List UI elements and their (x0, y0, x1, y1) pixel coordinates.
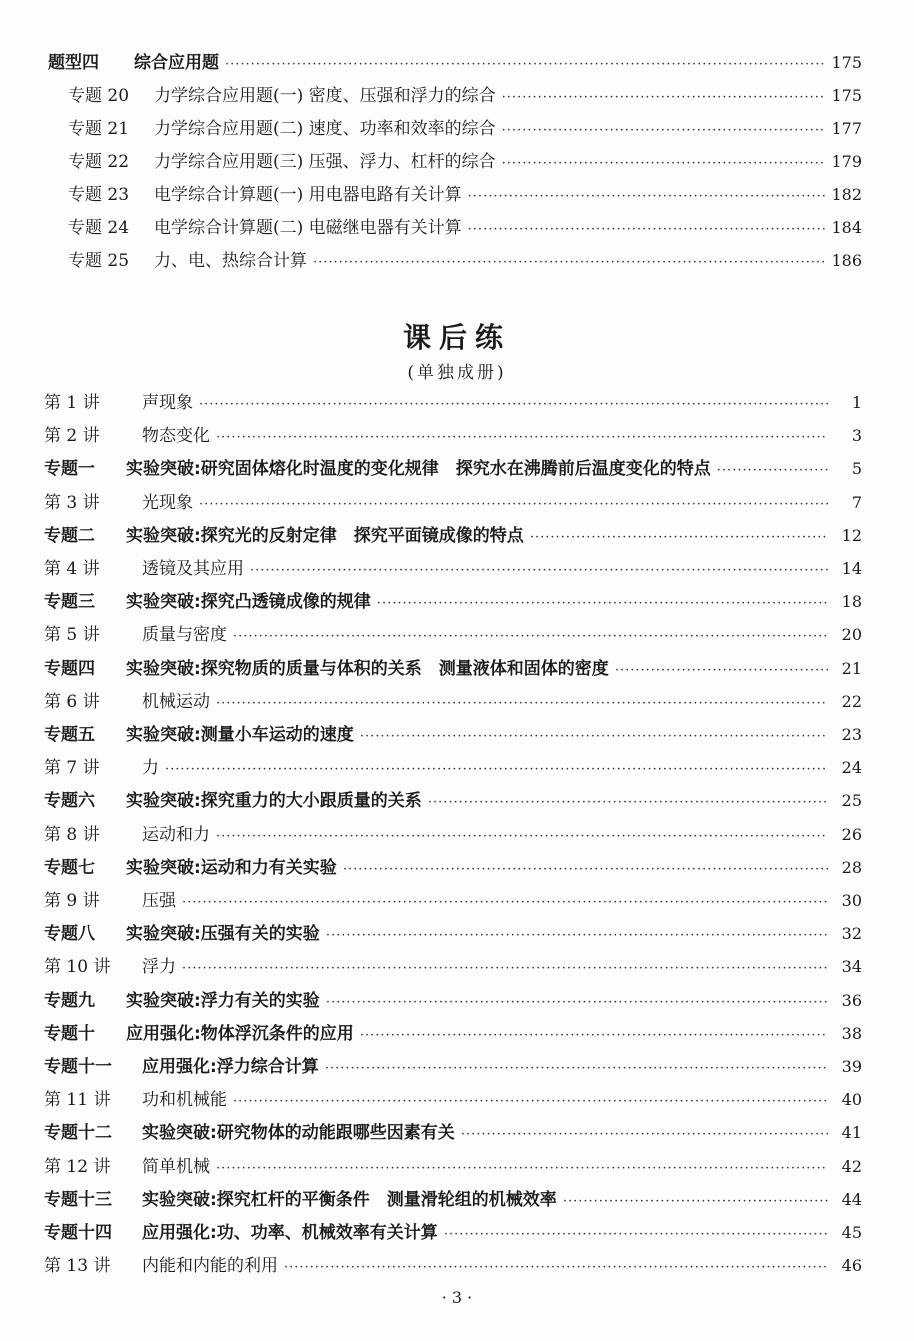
leader-dots (199, 494, 828, 516)
leader-dots (717, 460, 828, 482)
entry-title: 实验突破:探究光的反射定律 探究平面镜成像的特点 (126, 525, 524, 546)
leader-dots (360, 726, 828, 748)
entry-title: 实验突破:探究杠杆的平衡条件 测量滑轮组的机械效率 (142, 1189, 557, 1210)
entry-title: 实验突破:探究重力的大小跟质量的关系 (126, 791, 422, 812)
toc-lecture-entry[interactable] (44, 691, 862, 715)
entry-page-number: 14 (841, 559, 862, 578)
entry-page-number: 7 (851, 492, 862, 512)
toc-topic-entry[interactable] (44, 458, 862, 482)
toc-lecture-entry[interactable] (44, 558, 862, 582)
entry-title: 实验突破:研究固体熔化时温度的变化规律 探究水在沸腾前后温度变化的特点 (126, 459, 711, 480)
toc-item[interactable] (68, 85, 862, 109)
entry-title: 实验突破:研究物体的动能跟哪些因素有关 (142, 1123, 455, 1144)
entry-label: 第 2 讲 (44, 426, 100, 447)
entry-label: 第 11 讲 (44, 1090, 111, 1111)
leader-dots (233, 626, 828, 648)
entry-label: 第 9 讲 (44, 891, 100, 911)
page-number: · 3 · (441, 1288, 473, 1307)
entry-page-number: 36 (841, 990, 862, 1010)
entry-title: 运动和力 (142, 824, 210, 845)
entry-page-number: 5 (851, 459, 862, 479)
leader-dots (468, 219, 826, 241)
entry-page-number: 39 (841, 1057, 862, 1076)
entry-page-number: 12 (841, 525, 862, 545)
entry-label: 专题八 (44, 924, 95, 945)
leader-dots (502, 120, 826, 142)
toc-topic-entry[interactable] (44, 1122, 862, 1146)
entry-title: 实验突破:探究物质的质量与体积的关系 测量液体和固体的密度 (126, 658, 609, 679)
toc-item-label: 专题 20 (68, 86, 130, 106)
leader-dots (377, 593, 828, 615)
leader-dots (502, 153, 826, 175)
toc-lecture-entry[interactable] (44, 890, 862, 914)
toc-page-number: 182 (831, 185, 862, 204)
entry-title: 应用强化:物体浮沉条件的应用 (126, 1023, 354, 1044)
leader-dots (225, 54, 825, 76)
leader-dots (216, 1158, 828, 1180)
toc-item-label: 专题 24 (68, 218, 130, 238)
toc-page-number: 175 (831, 86, 862, 105)
entry-page-number: 30 (841, 891, 862, 910)
entry-title: 实验突破:压强有关的实验 (126, 924, 320, 945)
entry-title: 实验突破:浮力有关的实验 (126, 990, 320, 1011)
leader-dots (325, 1058, 828, 1080)
entry-page-number: 46 (841, 1256, 862, 1276)
entry-title: 力 (142, 758, 159, 779)
entry-page-number: 3 (851, 426, 862, 446)
entry-label: 专题九 (44, 990, 95, 1011)
leader-dots (530, 527, 828, 549)
entry-label: 第 7 讲 (44, 758, 100, 779)
entry-page-number: 18 (841, 592, 862, 612)
entry-page-number: 25 (841, 791, 862, 811)
toc-topic-entry[interactable] (44, 790, 862, 814)
entry-page-number: 45 (841, 1223, 862, 1242)
leader-dots (165, 759, 828, 781)
toc-heading-title: 综合应用题 (134, 53, 219, 73)
toc-lecture-entry[interactable] (44, 1156, 862, 1180)
entry-title: 透镜及其应用 (142, 559, 244, 579)
entry-title: 应用强化:功、功率、机械效率有关计算 (142, 1223, 438, 1243)
entry-title: 机械运动 (142, 691, 210, 712)
leader-dots (216, 693, 828, 715)
entry-label: 专题七 (44, 857, 95, 878)
toc-item-label: 专题 21 (68, 119, 130, 139)
toc-topic-entry[interactable] (44, 1189, 862, 1213)
entry-page-number: 28 (841, 857, 862, 877)
entry-label: 专题十三 (44, 1189, 112, 1210)
toc-topic-entry[interactable] (44, 857, 862, 881)
entry-label: 专题十 (44, 1023, 95, 1044)
toc-topic-entry[interactable] (44, 923, 862, 947)
entry-page-number: 26 (841, 824, 862, 844)
entry-page-number: 40 (841, 1090, 862, 1110)
leader-dots (326, 925, 828, 947)
entry-label: 第 1 讲 (44, 393, 100, 413)
leader-dots (250, 560, 828, 582)
entry-label: 第 5 讲 (44, 625, 100, 646)
toc-topic-entry[interactable] (44, 658, 862, 682)
entry-page-number: 42 (841, 1156, 862, 1176)
entry-label: 第 6 讲 (44, 691, 100, 712)
toc-item-label: 专题 25 (68, 251, 130, 271)
section-subtitle: (单独成册) (407, 363, 507, 383)
entry-page-number: 32 (841, 924, 862, 944)
leader-dots (199, 394, 828, 416)
toc-topic-entry[interactable] (44, 1056, 862, 1080)
section-title: 课后练 (402, 321, 511, 354)
toc-lecture-entry[interactable] (44, 757, 862, 781)
entry-label: 第 12 讲 (44, 1156, 111, 1177)
toc-topic-entry[interactable] (44, 591, 862, 615)
entry-label: 专题三 (44, 592, 95, 613)
toc-item[interactable] (68, 118, 862, 142)
toc-page-number: 177 (831, 119, 862, 138)
toc-lecture-entry[interactable] (44, 824, 862, 848)
toc-page-number: 175 (831, 53, 862, 72)
entry-label: 专题一 (44, 459, 95, 480)
leader-dots (563, 1191, 828, 1213)
toc-page-number: 186 (831, 251, 862, 270)
entry-title: 质量与密度 (142, 625, 227, 646)
toc-lecture-entry[interactable] (44, 956, 862, 980)
entry-label: 专题十四 (44, 1223, 112, 1243)
entry-page-number: 21 (841, 658, 862, 678)
entry-label: 专题六 (44, 791, 95, 812)
toc-item-title: 力学综合应用题(二) 速度、功率和效率的综合 (154, 119, 496, 139)
leader-dots (284, 1257, 828, 1279)
leader-dots (182, 892, 828, 914)
leader-dots (444, 1224, 828, 1246)
leader-dots (502, 87, 826, 109)
toc-item-label: 专题 22 (68, 152, 130, 172)
leader-dots (313, 252, 825, 274)
entry-label: 第 4 讲 (44, 559, 100, 579)
entry-label: 专题十二 (44, 1123, 112, 1144)
entry-page-number: 41 (841, 1123, 862, 1143)
leader-dots (343, 859, 828, 881)
toc-topic-entry[interactable] (44, 1222, 862, 1246)
toc-item-label: 专题 23 (68, 185, 130, 205)
entry-title: 声现象 (142, 393, 193, 413)
entry-title: 简单机械 (142, 1156, 210, 1177)
toc-lecture-entry[interactable] (44, 1255, 862, 1279)
entry-page-number: 22 (841, 691, 862, 711)
toc-topic-entry[interactable] (44, 724, 862, 748)
entry-title: 光现象 (142, 492, 193, 513)
entry-page-number: 24 (841, 758, 862, 778)
toc-heading-label: 题型四 (48, 53, 99, 73)
entry-title: 应用强化:浮力综合计算 (142, 1057, 319, 1077)
entry-label: 第 13 讲 (44, 1256, 111, 1277)
leader-dots (468, 186, 826, 208)
entry-label: 第 10 讲 (44, 957, 111, 978)
toc-topic-entry[interactable] (44, 1023, 862, 1047)
toc-lecture-entry[interactable] (44, 624, 862, 648)
toc-item[interactable] (68, 151, 862, 175)
leader-dots (216, 826, 828, 848)
entry-label: 第 3 讲 (44, 492, 100, 513)
toc-page-number: 184 (831, 218, 862, 237)
toc-item-title: 力、电、热综合计算 (154, 251, 307, 271)
leader-dots (233, 1091, 828, 1113)
entry-page-number: 44 (841, 1189, 862, 1209)
leader-dots (428, 792, 828, 814)
entry-title: 内能和内能的利用 (142, 1256, 278, 1277)
toc-lecture-entry[interactable] (44, 392, 862, 416)
toc-item[interactable] (68, 250, 862, 274)
toc-item-title: 力学综合应用题(三) 压强、浮力、杠杆的综合 (154, 152, 496, 172)
leader-dots (182, 958, 828, 980)
toc-topic-entry[interactable] (44, 525, 862, 549)
toc-page-number: 179 (831, 152, 862, 171)
entry-title: 实验突破:运动和力有关实验 (126, 857, 337, 878)
entry-label: 第 8 讲 (44, 824, 100, 845)
entry-title: 实验突破:探究凸透镜成像的规律 (126, 592, 371, 613)
entry-title: 实验突破:测量小车运动的速度 (126, 725, 354, 745)
toc-heading-type4[interactable] (48, 52, 862, 76)
toc-item[interactable] (68, 217, 862, 241)
toc-lecture-entry[interactable] (44, 492, 862, 516)
toc-item-title: 电学综合计算题(一) 用电器电路有关计算 (154, 185, 462, 205)
leader-dots (461, 1124, 828, 1146)
leader-dots (326, 992, 828, 1014)
entry-title: 压强 (142, 891, 176, 911)
entry-page-number: 20 (841, 625, 862, 645)
leader-dots (360, 1025, 828, 1047)
entry-title: 物态变化 (142, 426, 210, 447)
toc-item-title: 电学综合计算题(二) 电磁继电器有关计算 (154, 218, 462, 238)
toc-item-title: 力学综合应用题(一) 密度、压强和浮力的综合 (154, 86, 496, 106)
entry-label: 专题五 (44, 725, 95, 745)
entry-label: 专题二 (44, 525, 95, 546)
entry-title: 浮力 (142, 957, 176, 978)
entry-title: 功和机械能 (142, 1090, 227, 1111)
entry-label: 专题四 (44, 658, 95, 679)
leader-dots (216, 427, 828, 449)
entry-page-number: 34 (841, 957, 862, 977)
entry-page-number: 23 (841, 725, 862, 744)
toc-topic-entry[interactable] (44, 990, 862, 1014)
toc-item[interactable] (68, 184, 862, 208)
entry-page-number: 38 (841, 1023, 862, 1043)
entry-label: 专题十一 (44, 1057, 112, 1077)
entry-page-number: 1 (851, 393, 862, 412)
leader-dots (615, 660, 828, 682)
toc-lecture-entry[interactable] (44, 1089, 862, 1113)
toc-lecture-entry[interactable] (44, 425, 862, 449)
